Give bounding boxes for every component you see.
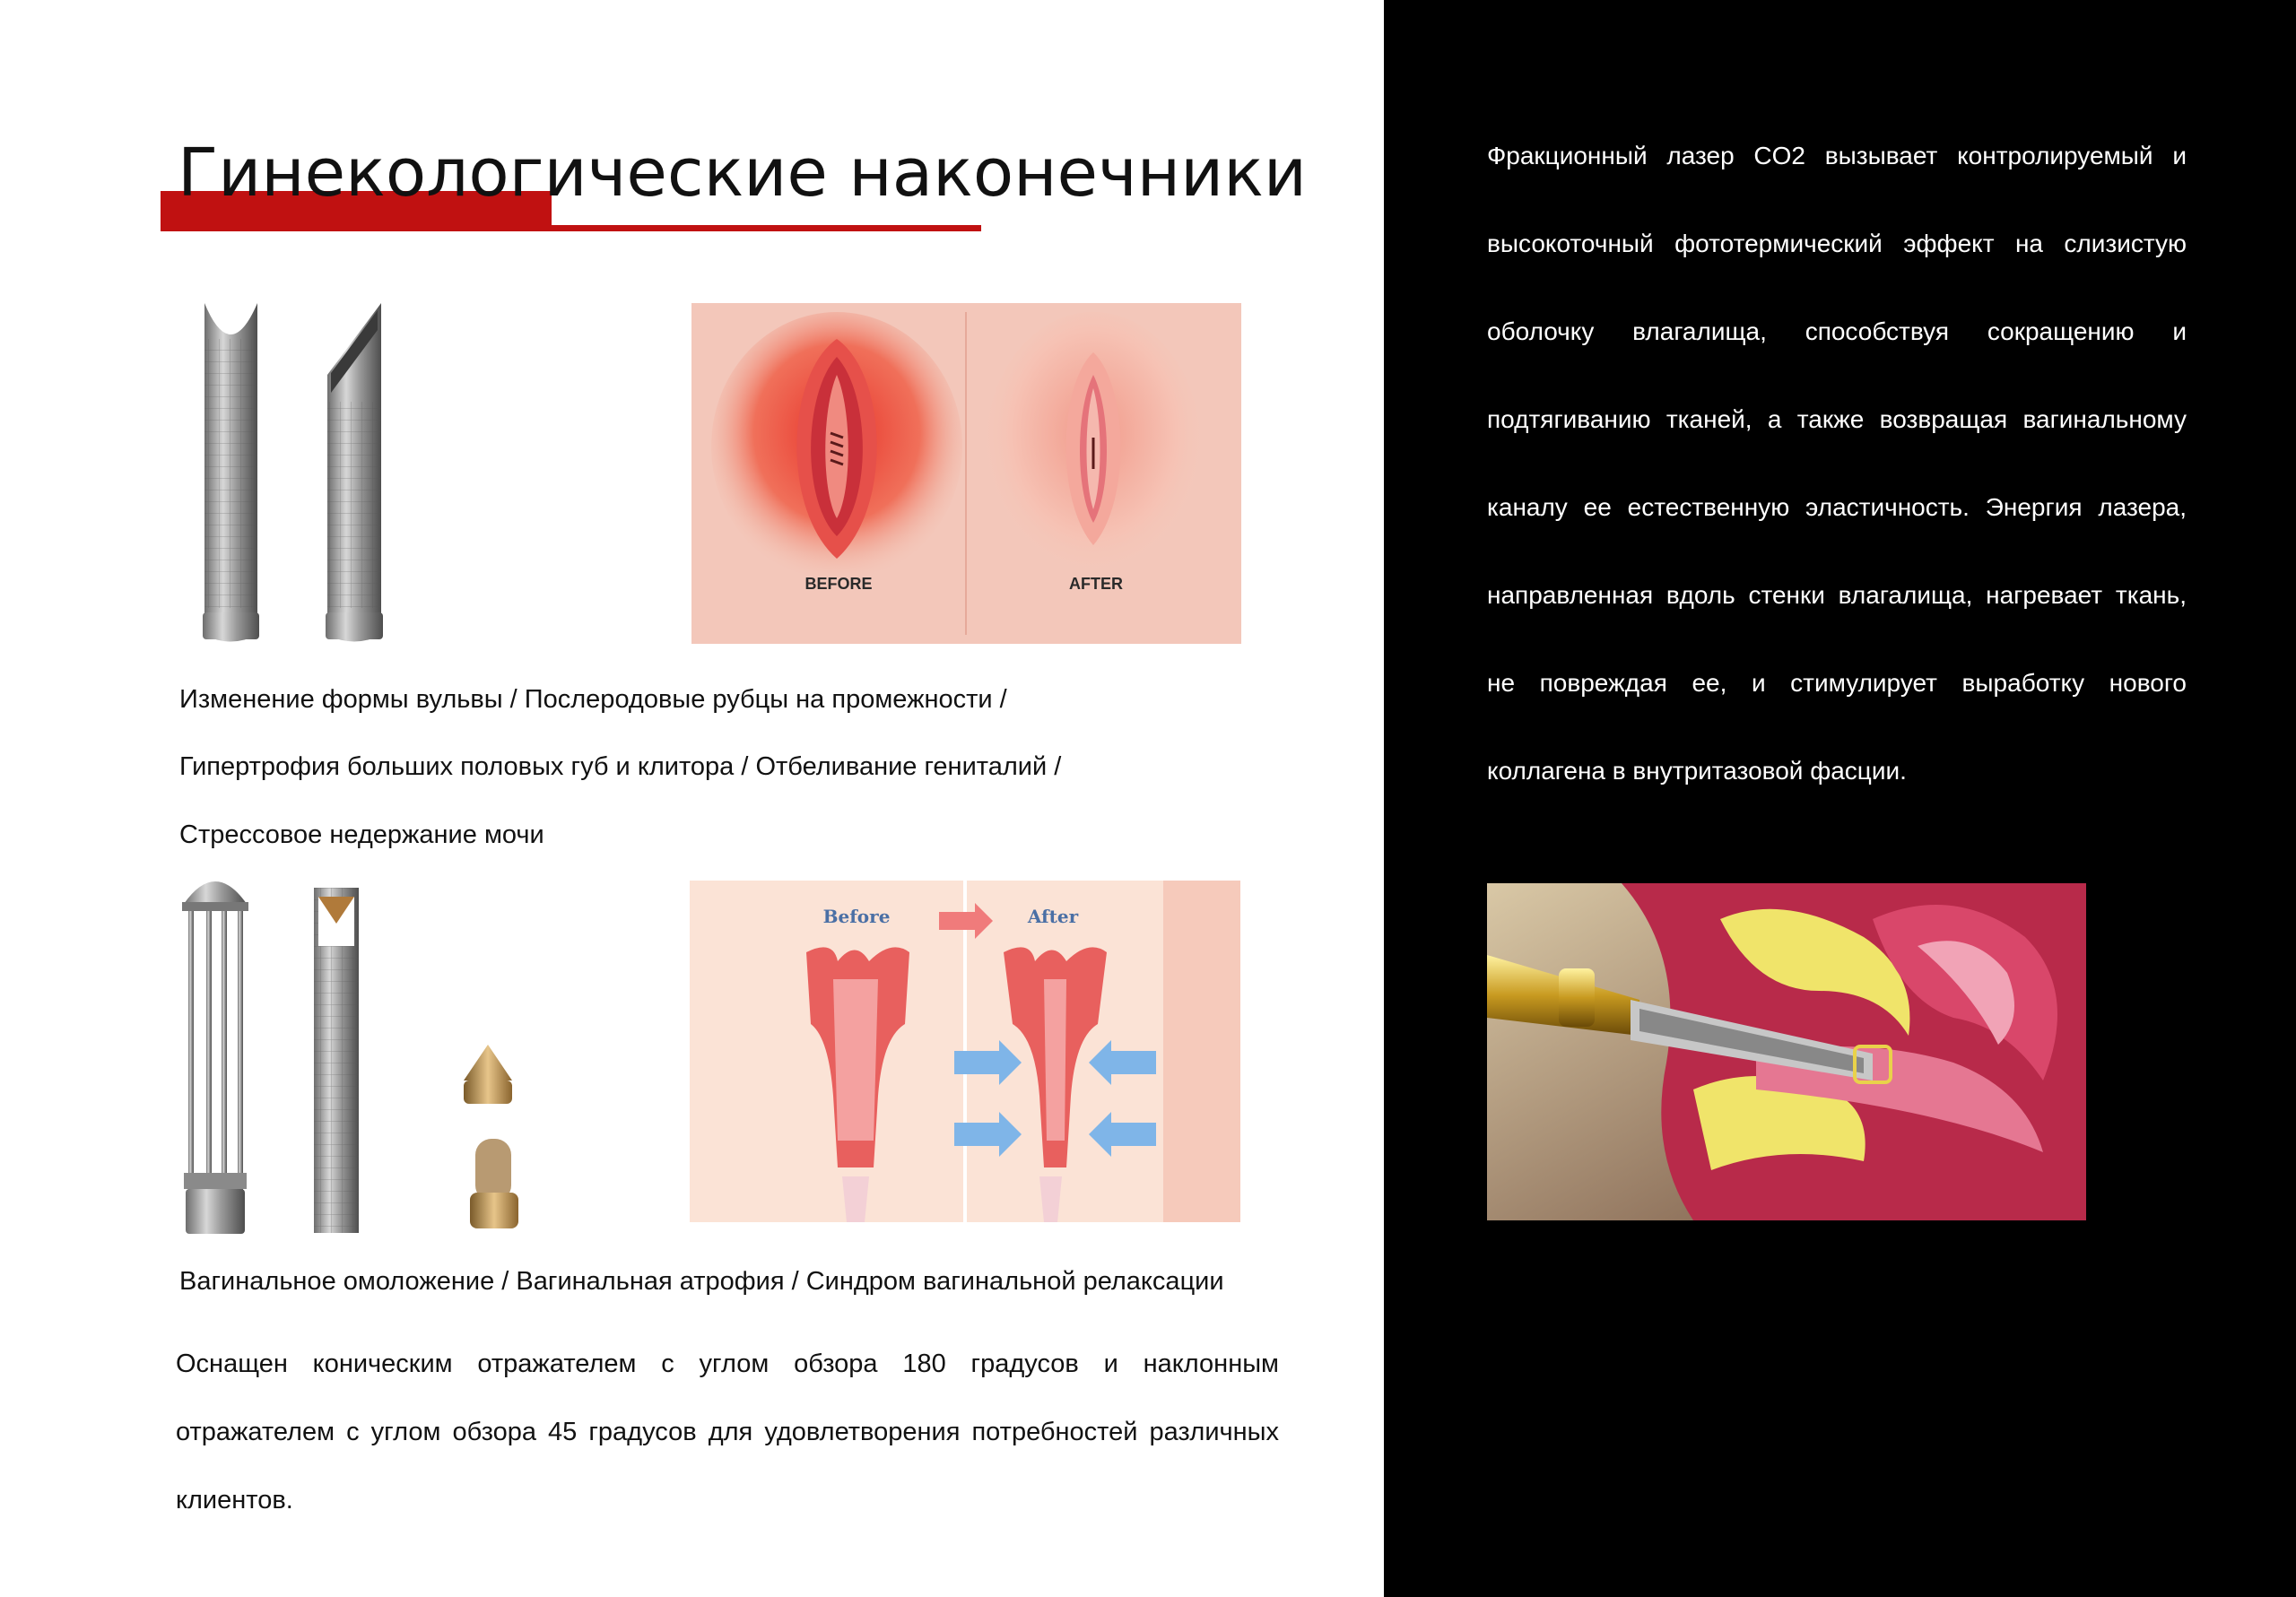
laser-anatomy-illustration: [1487, 883, 2086, 1220]
tip-image-open: [197, 303, 265, 644]
before-label: BEFORE: [804, 575, 873, 593]
reflector-cone: [460, 1045, 516, 1107]
before-after-illustration: [691, 303, 1241, 644]
title-underline: [538, 225, 981, 231]
tip-image-cage: [175, 868, 256, 1245]
caption-line-1: Изменение формы вульвы / Послеродовые рубцы на промежности /: [179, 685, 1007, 714]
caption-line-2: Гипертрофия больших половых губ и клитора / Отбеливание гениталий /: [179, 752, 1062, 781]
reflector-flat: [466, 1139, 522, 1233]
description-paragraph: Оснащен коническим отражателем с углом обзора 180 градусов и наклонным отражателем с углом обзора 45 градусов для удовлетворения потребностей различных клиентов.: [176, 1350, 1279, 1515]
caption-line-3: Стрессовое недержание мочи: [179, 820, 544, 849]
caption-section2: Вагинальное омоложение / Вагинальная атрофия / Синдром вагинальной релаксации: [179, 1267, 1224, 1296]
right-panel-text: Фракционный лазер CO2 вызывает контролируемый и высокоточный фототермический эффект на слизистую оболочку влагалища, способствуя сокращению и подтягиванию тканей, а также возвращая вагинальному каналу ее естественную эластичность. Энергия лазера, направленная вдоль стенки влагалища, нагревает ткань, не повреждая ее, и стимулирует выработку нового коллагена в внутритазовой фасции.: [1487, 142, 2187, 785]
canal-before-label: Before: [822, 906, 891, 927]
canal-before-after-illustration: [690, 881, 1240, 1222]
canal-after-label: After: [1027, 906, 1079, 927]
after-label: AFTER: [1069, 575, 1123, 593]
page-title: Гинекологические наконечники: [178, 135, 1308, 212]
tip-image-window: [309, 888, 363, 1242]
tip-image-angled: [318, 303, 390, 644]
